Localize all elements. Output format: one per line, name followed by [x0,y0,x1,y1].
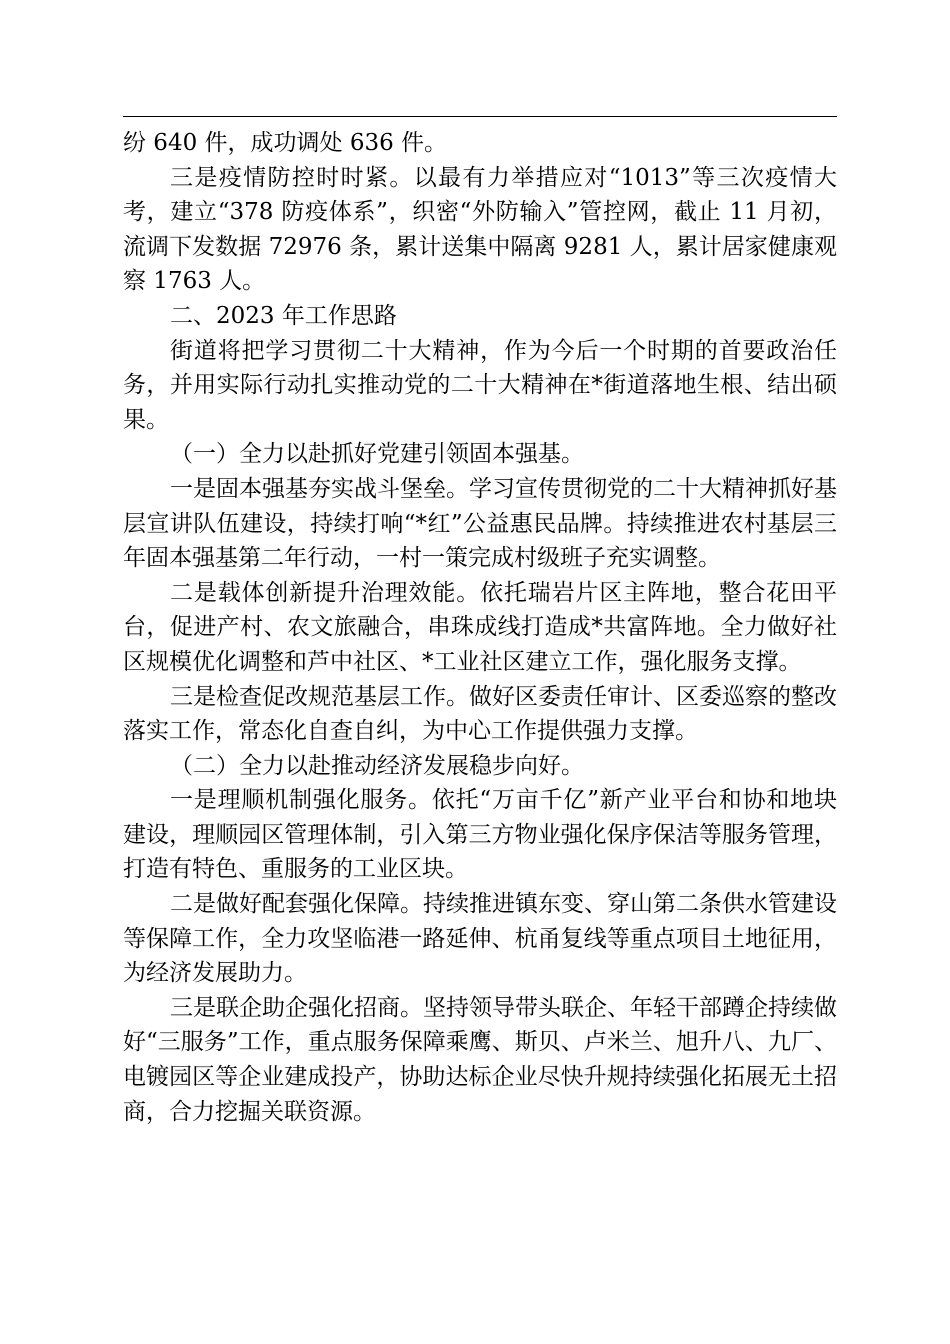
subheading-economy: （二）全力以赴推动经济发展稳步向好。 [170,752,584,779]
paragraph-economy-item-2: 二是做好配套强化保障。持续推进镇东变、穿山第二条供水管建设等保障工作，全力攻坚临港一路延伸、杭甬复线等重点项目土地征用，为经济发展助力。 [123,891,837,987]
paragraph-plan-intro: 街道将把学习贯彻二十大精神，作为今后一个时期的首要政治任务，并用实际行动扎实推动党的二十大精神在*街道落地生根、结出硕果。 [123,337,837,433]
paragraph-economy-item-3: 三是联企助企强化招商。坚持领导带头联企、年轻干部蹲企持续做好“三服务”工作，重点服务保障乘鹰、斯贝、卢米兰、旭升八、九厂、电镀园区等企业建成投产，协助达标企业尽快升规持续强化拓展无土招商，合力挖掘关联资源。 [123,994,837,1125]
paragraph-party-item-2: 二是载体创新提升治理效能。依托瑞岩片区主阵地，整合花田平台，促进产村、农文旅融合，串珠成线打造成*共富阵地。全力做好社区规模优化调整和芦中社区、*工业社区建立工作，强化服务支撑。 [123,579,837,675]
paragraph-epidemic-control: 三是疫情防控时时紧。以最有力举措应对“1013”等三次疫情大考，建立“378 防疫体系”，织密“外防输入”管控网，截止 11 月初，流调下发数据 72976 条，累计送集中隔离 9281 人，累计居家健康观察 1763 人。 [123,164,837,295]
section-heading-2023-plan: 二、2023 年工作思路 [170,302,397,329]
document-body [123,126,837,1129]
header-rule [123,116,837,117]
paragraph-party-item-3: 三是检查促改规范基层工作。做好区委责任审计、区委巡察的整改落实工作，常态化自查自纠，为中心工作提供强力支撑。 [123,683,837,745]
paragraph-economy-item-1: 一是理顺机制强化服务。依托“万亩千亿”新产业平台和协和地块建设，理顺园区管理体制，引入第三方物业强化保序保洁等服务管理，打造有特色、重服务的工业区块。 [123,787,837,883]
subheading-party-building: （一）全力以赴抓好党建引领固本强基。 [170,441,584,468]
paragraph-continuation: 纷 640 件，成功调处 636 件。 [123,130,448,156]
paragraph-party-item-1: 一是固本强基夯实战斗堡垒。学习宣传贯彻党的二十大精神抓好基层宣讲队伍建设，持续打响“*红”公益惠民品牌。持续推进农村基层三年固本强基第二年行动，一村一策完成村级班子充实调整。 [123,475,837,572]
